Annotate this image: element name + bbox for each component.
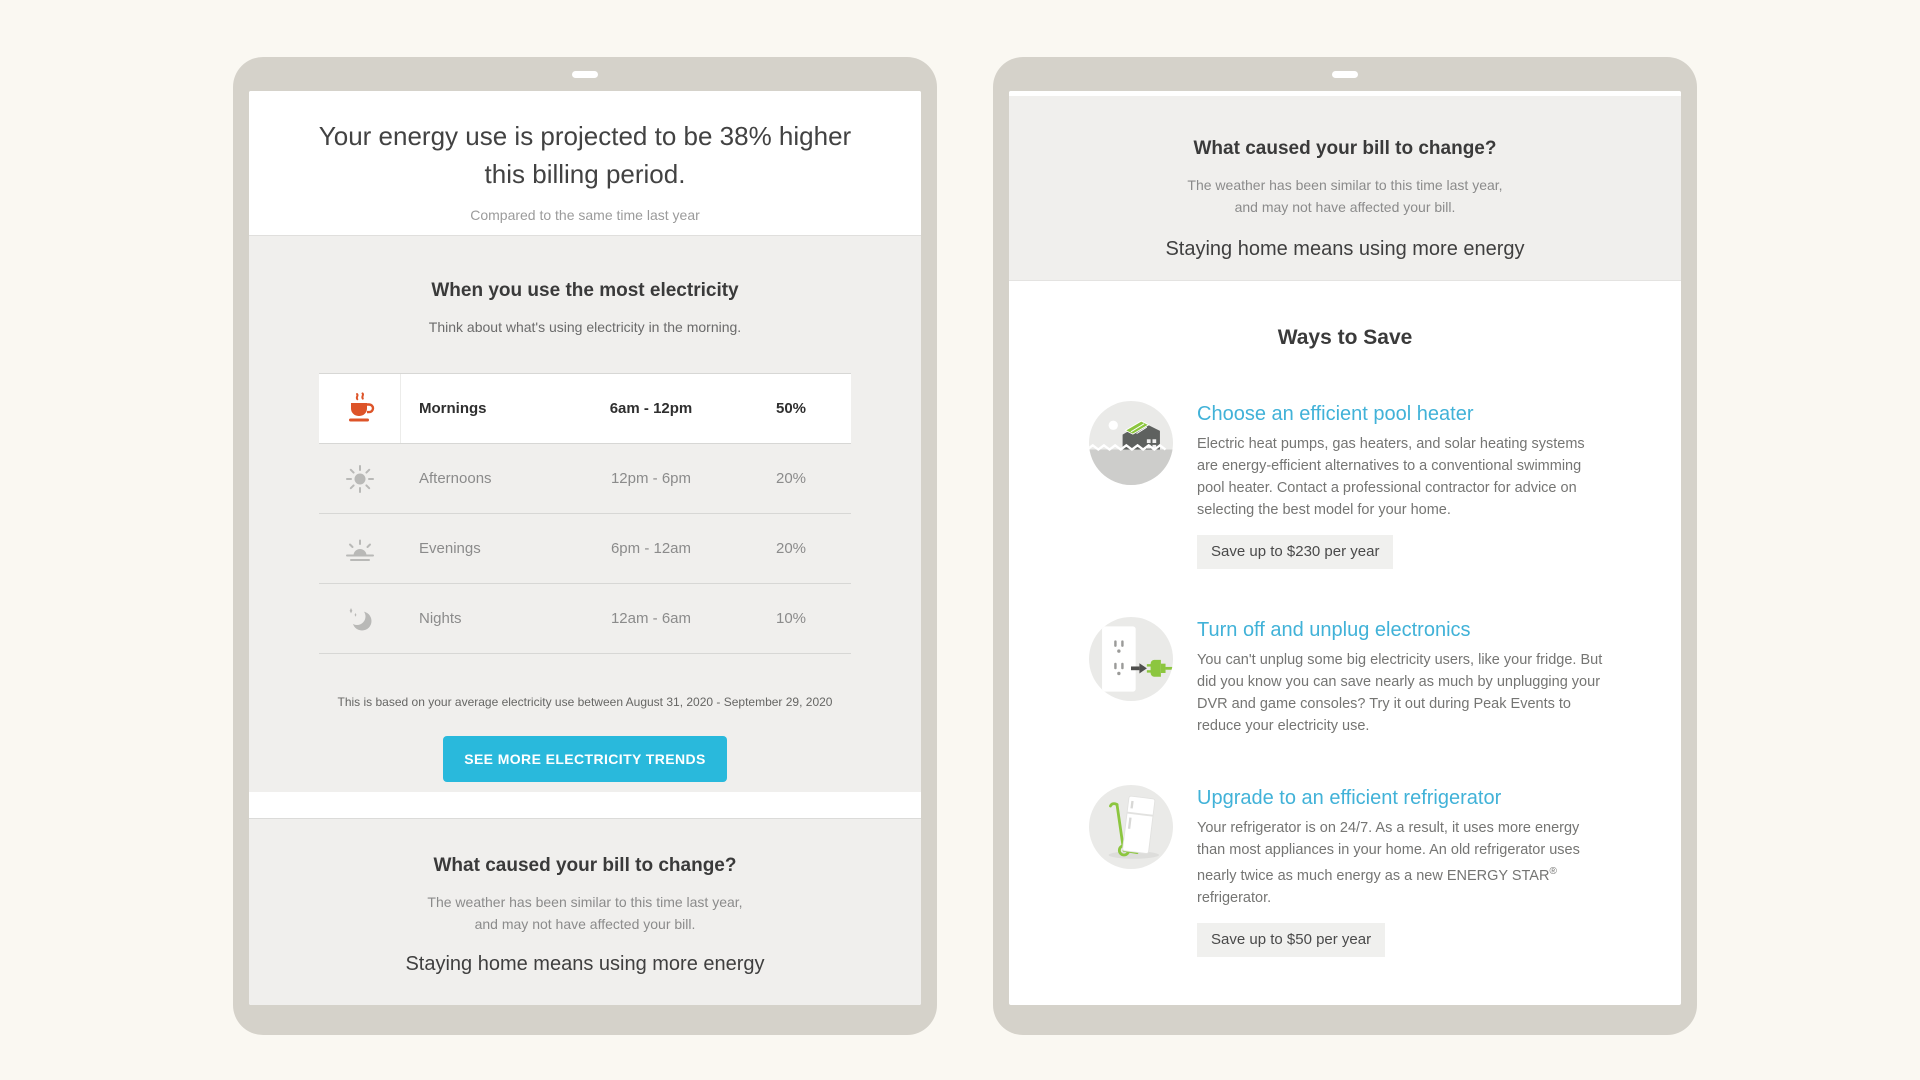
sun-icon — [319, 444, 401, 513]
moon-icon — [319, 584, 401, 653]
bill-heading: What caused your bill to change? — [433, 855, 737, 876]
bill-message: Staying home means using more energy — [405, 953, 765, 975]
savings-badge: Save up to $230 per year — [1197, 535, 1393, 569]
time-range: 12am - 6am — [610, 610, 692, 627]
usage-section — [249, 235, 921, 792]
bill-weather-text — [1009, 174, 1681, 218]
refrigerator-icon — [1089, 785, 1173, 869]
table-row-nights — [319, 584, 851, 654]
bill-weather-line1: The weather has been similar to this time last year, — [1187, 176, 1503, 193]
time-range: 6am - 12pm — [609, 400, 693, 417]
power-outlet-icon — [1089, 617, 1173, 701]
refrigerator-description — [1197, 817, 1603, 909]
ways-item-body — [1197, 785, 1603, 957]
period-label: Nights — [419, 610, 462, 627]
period-label: Afternoons — [419, 470, 492, 487]
usage-heading: When you use the most electricity — [431, 280, 739, 301]
speaker-notch — [572, 71, 598, 78]
bill-weather-line2: and may not have affected your bill. — [474, 916, 696, 932]
registered-mark: ® — [1549, 866, 1557, 878]
pool-heater-description: Electric heat pumps, gas heaters, and solar heating systems are energy-efficient alternatives to a conventional swimming pool heater. Contact a professional contractor for advice on selecting the best model for your home. — [1197, 436, 1585, 519]
ways-item-unplug-electronics — [1089, 617, 1603, 737]
ways-item-refrigerator — [1089, 785, 1603, 957]
refrigerator-link[interactable]: Upgrade to an efficient refrigerator — [1197, 787, 1502, 810]
refrigerator-description-pre: Your refrigerator is on 24/7. As a result, it uses more energy than most appliances in your home. An old refrigerator uses nearly twice as much energy as a new ENERGY STAR — [1197, 820, 1580, 884]
projection-subtitle: Compared to the same time last year — [470, 207, 700, 223]
coffee-cup-icon — [319, 374, 401, 443]
usage-percent: 10% — [775, 610, 807, 627]
table-row-afternoons — [319, 444, 851, 514]
bill-change-section-right — [1009, 96, 1681, 281]
tablet-device-right — [993, 57, 1697, 1035]
time-range: 6pm - 12am — [610, 540, 692, 557]
see-more-trends-button[interactable]: SEE MORE ELECTRICITY TRENDS — [443, 736, 727, 782]
bill-weather-text — [249, 891, 921, 935]
module-gap — [249, 792, 921, 818]
usage-percent: 20% — [775, 540, 807, 557]
period-label: Mornings — [419, 400, 487, 417]
table-row-mornings — [319, 374, 851, 444]
time-range: 12pm - 6pm — [610, 470, 692, 487]
screen-left — [249, 91, 921, 1005]
ways-item-body — [1197, 401, 1603, 569]
ways-to-save-heading: Ways to Save — [1277, 326, 1413, 350]
projection-header — [249, 91, 921, 235]
ways-item-body — [1197, 617, 1603, 737]
usage-percent: 50% — [775, 400, 807, 417]
bill-message: Staying home means using more energy — [1165, 237, 1525, 260]
sunset-icon — [319, 514, 401, 583]
ways-to-save-list — [1009, 401, 1681, 1005]
savings-badge: Save up to $50 per year — [1197, 923, 1385, 957]
period-label: Evenings — [419, 540, 481, 557]
projection-title: Your energy use is projected to be 38% higher this billing period. — [318, 121, 852, 189]
table-row-evenings — [319, 514, 851, 584]
refrigerator-description-post: refrigerator. — [1197, 890, 1272, 906]
pool-heater-link[interactable]: Choose an efficient pool heater — [1197, 403, 1474, 426]
unplug-electronics-link[interactable]: Turn off and unplug electronics — [1197, 619, 1471, 642]
speaker-notch — [1332, 71, 1358, 78]
screen-right — [1009, 91, 1681, 1005]
bill-change-section-left — [249, 818, 921, 1005]
bill-weather-line1: The weather has been similar to this time last year, — [427, 894, 743, 910]
unplug-electronics-description: You can't unplug some big electricity users, like your fridge. But did you know you can save nearly as much by unplugging your DVR and game consoles? Try it out during Peak Events to reduce your electricity use. — [1197, 652, 1603, 735]
usage-subheading: Think about what's using electricity in the morning. — [428, 319, 742, 335]
bill-weather-line2: and may not have affected your bill. — [1234, 198, 1456, 215]
pool-heater-icon — [1089, 401, 1173, 485]
bill-heading: What caused your bill to change? — [1193, 137, 1497, 159]
ways-item-pool-heater — [1089, 401, 1603, 569]
usage-footnote: This is based on your average electricity use between August 31, 2020 - September 29, 2020 — [337, 695, 833, 709]
usage-percent: 20% — [775, 470, 807, 487]
usage-table — [319, 373, 851, 654]
tablet-device-left — [233, 57, 937, 1035]
